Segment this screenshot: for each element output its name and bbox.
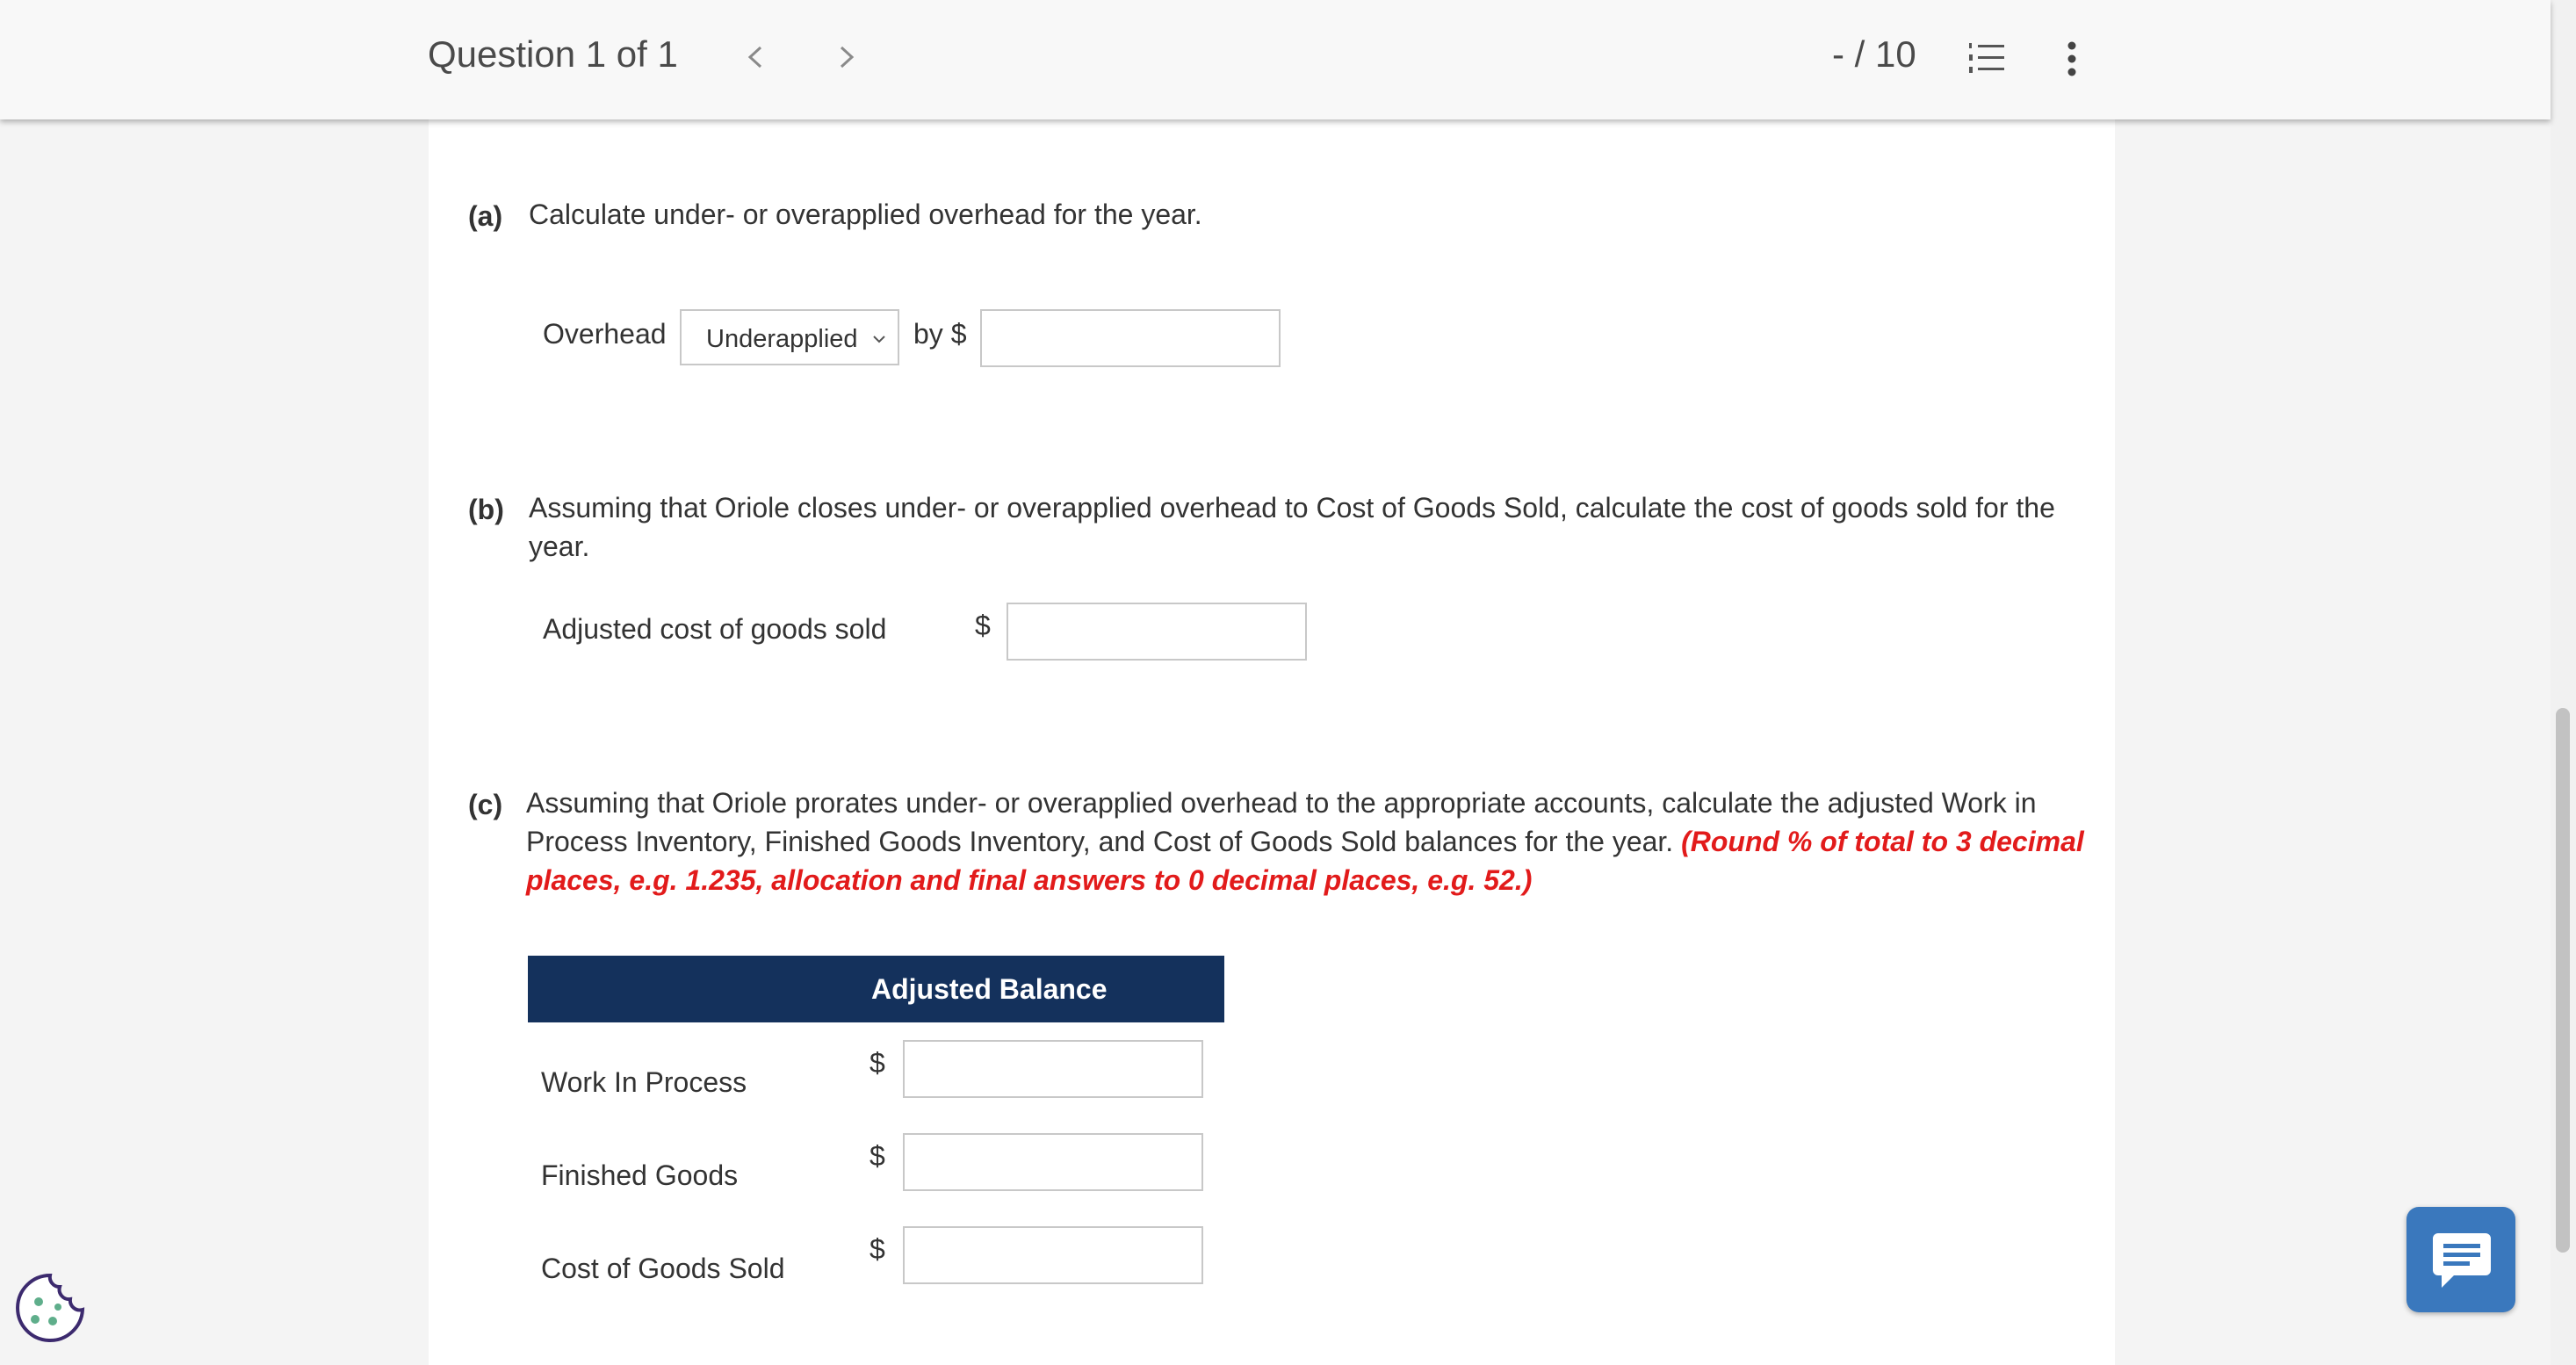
part-c-label: (c) [468,789,503,820]
overhead-label: Overhead [543,318,667,350]
chevron-down-icon [868,329,891,350]
numbered-list-icon [1967,40,2006,76]
work-in-process-input[interactable] [903,1040,1203,1098]
finished-goods-currency: $ [869,1140,885,1172]
part-c-question-block [526,784,2103,899]
question-content [429,119,2115,1365]
scrollbar-thumb[interactable] [2556,708,2570,1253]
adjusted-balance-header [528,956,1224,1022]
adjusted-balance-header-text: Adjusted Balance [871,973,1108,1005]
cookie-settings-button[interactable] [12,1270,88,1346]
work-in-process-label: Work In Process [541,1066,747,1098]
chat-help-button[interactable] [2406,1207,2515,1312]
chevron-left-icon [738,35,773,79]
adjusted-cogs-currency: $ [975,610,991,641]
part-a-label: (a) [468,200,503,232]
cost-of-goods-sold-input[interactable] [903,1226,1203,1284]
overhead-status-value: Underapplied [706,325,858,353]
work-in-process-currency: $ [869,1047,885,1079]
question-list-button[interactable] [1967,40,2006,76]
part-b-question: Assuming that Oriole closes under- or overapplied overhead to Cost of Goods Sold, calculate the cost of goods sold for the year. [529,492,2055,562]
part-c-question: Assuming that Oriole prorates under- or overapplied overhead to the appropriate accounts, calculate the adjusted Work in Process Inventory, Finished Goods Inventory, and Cost of Goods Sold balances for the year. [526,787,2037,857]
by-dollar-label: by $ [913,318,967,350]
overhead-amount-input[interactable] [980,309,1281,367]
rounding-instruction: (Round % of total to 3 decimal places, e.g. 1.235, allocation and final answers to 0 decimal places, e.g. 52.) [526,826,2084,896]
adjusted-cogs-input[interactable] [1007,603,1307,661]
chevron-right-icon [829,35,864,79]
question-header [0,0,2551,119]
score-display: - / 10 [1832,33,1916,75]
finished-goods-label: Finished Goods [541,1159,739,1191]
overhead-status-select[interactable] [680,309,899,365]
more-options-button[interactable] [2059,37,2085,81]
part-b-label: (b) [468,494,504,525]
previous-question-button[interactable] [738,35,773,79]
adjusted-cogs-label: Adjusted cost of goods sold [543,613,887,645]
more-vertical-icon [2059,37,2085,81]
cost-of-goods-sold-currency: $ [869,1233,885,1265]
next-question-button[interactable] [829,35,864,79]
finished-goods-input[interactable] [903,1133,1203,1191]
chat-icon [2431,1231,2493,1289]
question-title: Question 1 of 1 [428,33,678,75]
cookie-icon [12,1270,88,1346]
part-a-question: Calculate under- or overapplied overhead for the year. [529,199,1202,230]
cost-of-goods-sold-label: Cost of Goods Sold [541,1253,785,1284]
